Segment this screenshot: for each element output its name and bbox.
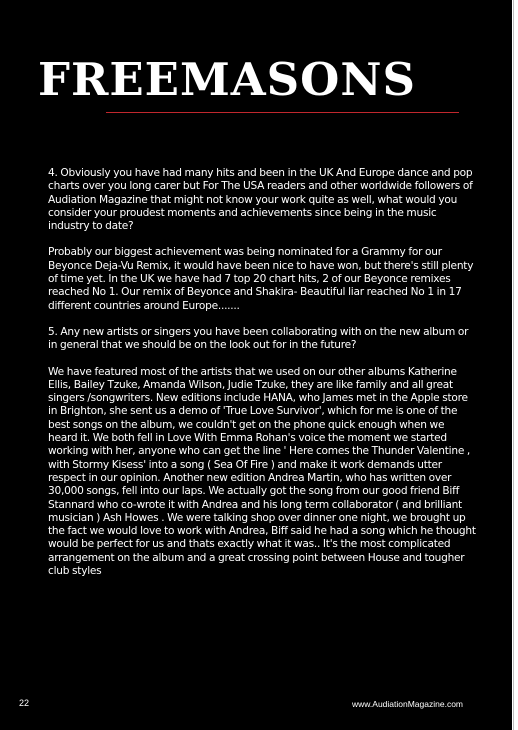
footer-url: www.AudiationMagazine.com — [351, 699, 463, 709]
title-underline — [106, 112, 459, 113]
article-body — [48, 167, 476, 591]
answer-4: Probably our biggest achievement was being nominated for a Grammy for our Beyonce Deja-Vu Remix, it would have been nice to have won, but there's still plenty of time yet. In the UK we have had 7 top 20 chart hits, 2 of our Beyonce remixes reached No 1. Our remix of Beyonce and Shakira- Beautiful liar reached No 1 in 17 different countries around Europe....... — [48, 246, 474, 312]
question-5: 5. Any new artists or singers you have been collaborating with on the new album or in general that we should be on the look out for in the future? — [48, 325, 469, 352]
article-title: FREEMASONS — [38, 53, 416, 106]
answer-5: We have featured most of the artists that we used on our other albums Katherine Ellis, Bailey Tzuke, Amanda Wilson, Judie Tzuke, they are like family and all great singers /songwriters. New editions include HANA, who James met in the Apple store in Brighton, she sent us a demo of 'True Love Survivor', which for me is one of the best songs on the album, we couldn't get on the phone quick enough when we heard it. We both fell in Love With Emma Rohan's voice the moment we started working with her, anyone who can get the line ' Here comes the Thunder Valentine , with Stormy Kisess' into a song ( Sea Of Fire ) and make it work demands utter respect in our opinion. Another new edition Andrea Martin, who has written over 30,000 songs, fell into our laps. We actually got the song from our good friend Biff Stannard who co-wrote it with Andrea and his long term collaborator ( and brilliant musician ) Ash Howes . We were talking shop over dinner one night, we brought up the fact we would love to work with Andrea, Biff said he had a song which he thought would be perfect for us and thats exactly what it was.. It's the most complicated arrangement on the album and a great crossing point between House and tougher club styles — [48, 365, 476, 578]
page-number: 22 — [19, 698, 30, 708]
question-4: 4. Obviously you have had many hits and been in the UK And Europe dance and pop charts over you long carer but For The USA readers and other worldwide followers of Audiation Magazine that might not know your work quite as well, what would you consider your proudest moments and achievements since being in the music industry to date? — [48, 167, 473, 233]
page-edge-divider — [513, 0, 514, 730]
